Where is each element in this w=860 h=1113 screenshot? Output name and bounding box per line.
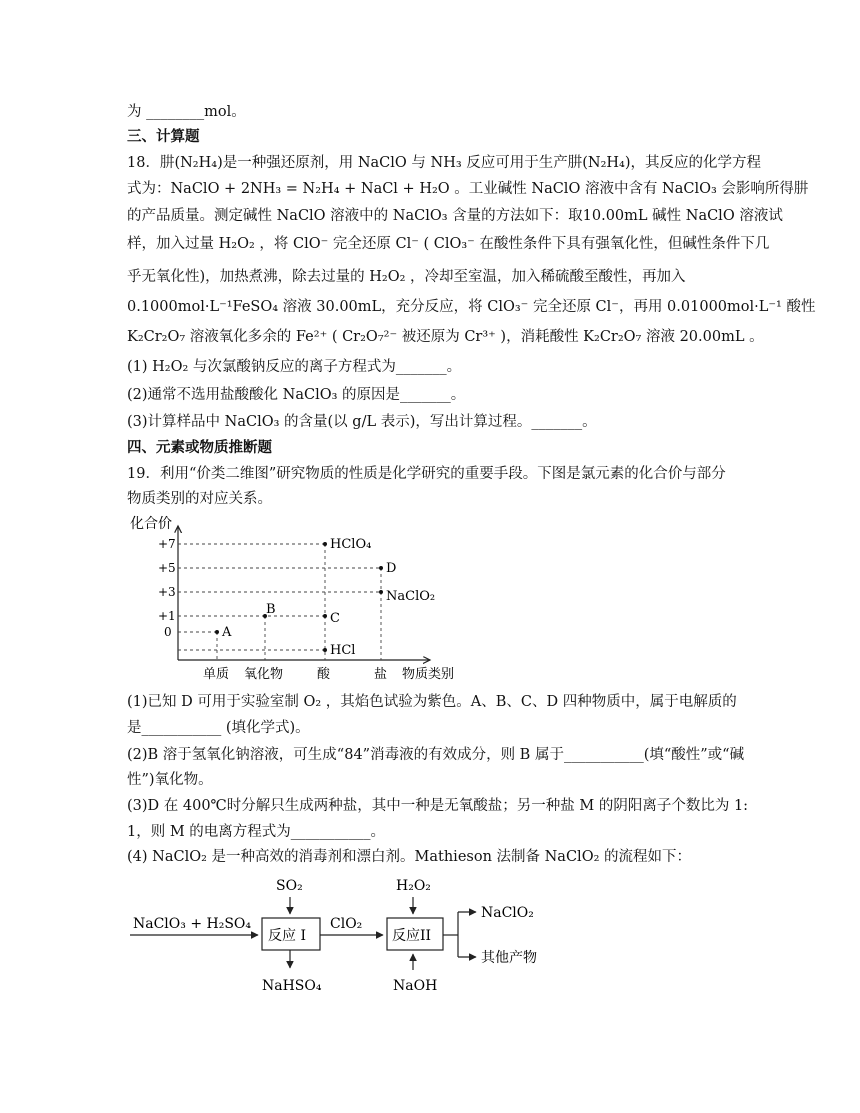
label-HCl: HCl bbox=[330, 643, 356, 658]
q19-part3: 1，则 M 的电离方程式为___________。 bbox=[127, 824, 386, 840]
point-A bbox=[215, 630, 219, 634]
q19-part4: (4) NaClO₂ 是一种高效的消毒剂和漂白剂。Mathieson 法制备 NaClO₂ 的流程如下： bbox=[127, 849, 691, 865]
q18-text: 18．肼(N₂H₄)是一种强还原剂，用 NaClO 与 NH₃ 反应可用于生产肼(N₂H₄)，其反应的化学方程 bbox=[127, 155, 762, 171]
y-tick-label: 0 bbox=[164, 625, 172, 639]
answer-blank-line: 为 ________mol。 bbox=[127, 104, 246, 120]
section-heading-inference: 四、元素或物质推断题 bbox=[127, 439, 272, 456]
flow-box2-label: 反应II bbox=[392, 928, 432, 944]
point-C bbox=[323, 614, 327, 618]
mathieson-flow-diagram bbox=[0, 870, 860, 1000]
section-heading-calculation: 三、计算题 bbox=[127, 128, 200, 145]
q18-part3: (3)计算样品中 NaClO₃ 的含量(以 g/L 表示)，写出计算过程。_______。 bbox=[127, 414, 597, 430]
flow-input-label: NaClO₃ + H₂SO₄ bbox=[133, 916, 252, 932]
data-points bbox=[215, 542, 383, 652]
label-B: B bbox=[266, 602, 276, 617]
flow-mid-label: ClO₂ bbox=[330, 916, 363, 932]
flow-box1-top-label: SO₂ bbox=[276, 878, 303, 894]
q18-part2: (2)通常不选用盐酸酸化 NaClO₃ 的原因是_______。 bbox=[127, 387, 466, 403]
y-tick-label: +1 bbox=[158, 609, 176, 623]
q19-part2: 性”)氧化物。 bbox=[127, 772, 213, 788]
q19-text: 物质类别的对应关系。 bbox=[127, 491, 272, 507]
label-HClO4: HClO₄ bbox=[330, 537, 372, 552]
q19-part2: (2)B 溶于氢氧化钠溶液，可生成“84”消毒液的有效成分，则 B 属于___________(填“酸性”或“碱 bbox=[127, 747, 745, 763]
y-tick-label: +5 bbox=[158, 561, 176, 575]
q19-text: 19．利用“价类二维图”研究物质的性质是化学研究的重要手段。下图是氯元素的化合价与部分 bbox=[127, 466, 726, 482]
flow-box1-bottom-label: NaHSO₄ bbox=[262, 978, 322, 994]
q18-text: K₂Cr₂O₇ 溶液氧化多余的 Fe²⁺ ( Cr₂O₇²⁻ 被还原为 Cr³⁺ )，消耗酸性 K₂Cr₂O₇ 溶液 20.00mL 。 bbox=[127, 329, 764, 345]
label-C: C bbox=[330, 611, 340, 626]
flow-box2-top-label: H₂O₂ bbox=[396, 878, 431, 894]
q19-part3: (3)D 在 400℃时分解只生成两种盐，其中一种是无氧酸盐；另一种盐 M 的阴阳离子个数比为 1: bbox=[127, 798, 749, 814]
x-category-label: 单质 bbox=[203, 667, 230, 682]
x-category-label: 酸 bbox=[317, 667, 331, 682]
label-NaClO2: NaClO₂ bbox=[386, 589, 436, 604]
valence-category-chart bbox=[0, 512, 860, 682]
label-D: D bbox=[386, 561, 397, 576]
flow-out1-label: NaClO₂ bbox=[481, 905, 534, 921]
q18-text: 式为：NaClO + 2NH₃ = N₂H₄ + NaCl + H₂O 。工业碱性 NaClO 溶液中含有 NaClO₃ 会影响所得肼 bbox=[127, 181, 809, 197]
point-D bbox=[379, 566, 383, 570]
flow-out2-label: 其他产物 bbox=[481, 950, 537, 966]
y-tick-label: +3 bbox=[158, 585, 176, 599]
y-tick-label: +7 bbox=[158, 537, 176, 551]
point-labels bbox=[221, 537, 435, 658]
q18-text: 0.1000mol·L⁻¹FeSO₄ 溶液 30.00mL，充分反应，将 ClO₃⁻ 完全还原 Cl⁻，再用 0.01000mol·L⁻¹ 酸性 bbox=[127, 299, 816, 315]
y-ticks bbox=[158, 537, 176, 639]
chart-ylabel: 化合价 bbox=[130, 516, 172, 532]
q18-part1: (1) H₂O₂ 与次氯酸钠反应的离子方程式为_______。 bbox=[127, 359, 462, 375]
q19-part1: (1)已知 D 可用于实验室制 O₂ ，其焰色试验为紫色。A、B、C、D 四种物质中，属于电解质的 bbox=[127, 694, 737, 710]
x-category-label: 盐 bbox=[374, 667, 388, 682]
x-category-label: 氧化物 bbox=[244, 667, 284, 682]
q18-text: 乎无氧化性)，加热煮沸，除去过量的 H₂O₂ ，冷却至室温，加入稀硫酸至酸性，再加入 bbox=[127, 269, 686, 285]
q19-part1: 是___________ (填化学式)。 bbox=[127, 720, 310, 736]
point-HClO4 bbox=[323, 542, 327, 546]
flow-box1-label: 反应 I bbox=[268, 928, 306, 944]
label-A: A bbox=[222, 625, 232, 640]
point-NaClO2 bbox=[379, 590, 383, 594]
point-HCl bbox=[323, 648, 327, 652]
q18-text: 的产品质量。测定碱性 NaClO 溶液中的 NaClO₃ 含量的方法如下：取10.00mL 碱性 NaClO 溶液试 bbox=[127, 208, 783, 224]
q18-text: 样，加入过量 H₂O₂ ，将 ClO⁻ 完全还原 Cl⁻ ( ClO₃⁻ 在酸性条件下具有强氧化性，但碱性条件下几 bbox=[127, 236, 770, 252]
x-categories bbox=[203, 666, 387, 682]
chart-xlabel: 物质类别 bbox=[402, 667, 455, 682]
flow-box2-bottom-label: NaOH bbox=[393, 978, 438, 994]
